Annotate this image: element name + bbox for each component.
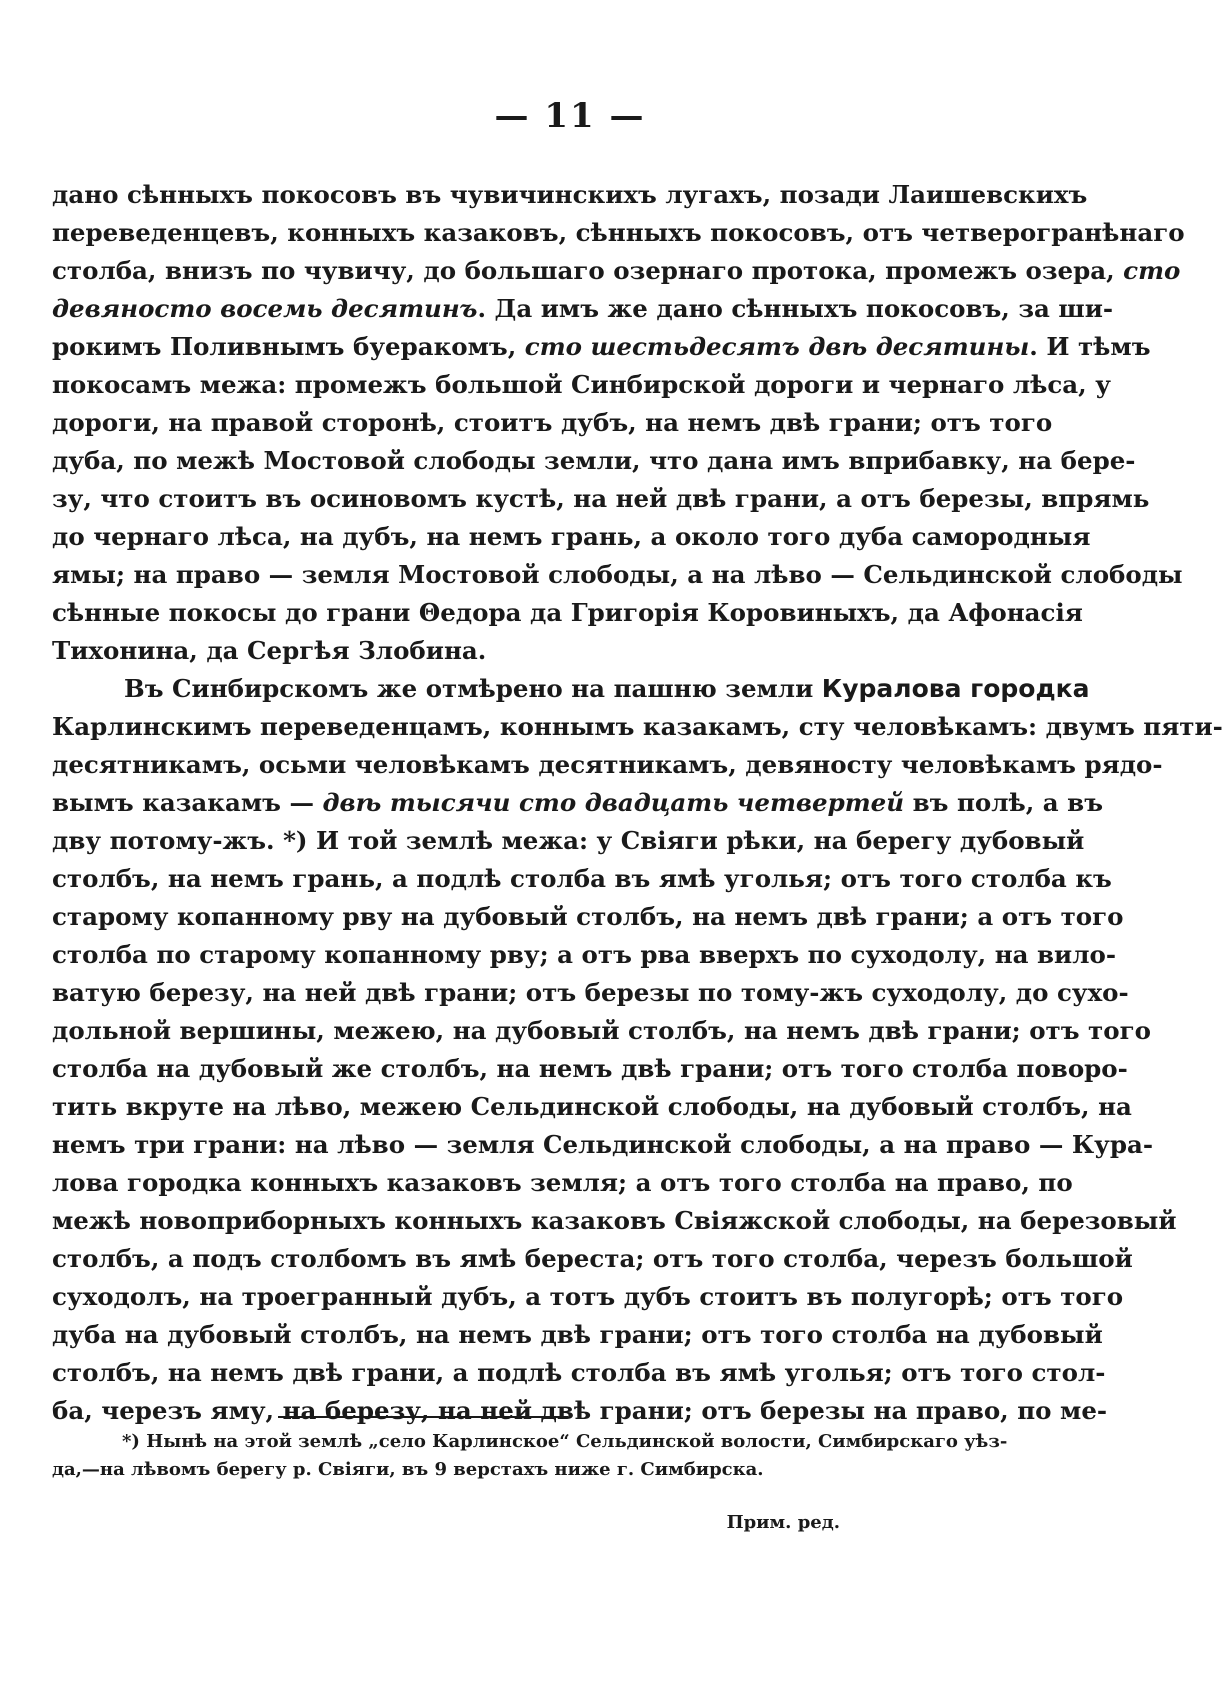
text-line: Карлинскимъ переведенцамъ, коннымъ казакамъ, сту человѣкамъ: двумъ пяти- [52,712,1223,741]
text-line: сѣнные покосы до грани Θедора да Григорія Коровиныхъ, да Афонасія [52,598,1083,627]
text-line: суходолъ, на троегранный дубъ, а тотъ дубъ стоитъ въ полугорѣ; отъ того [52,1282,1124,1311]
text-line: дано сѣнныхъ покосовъ въ чувичинскихъ лугахъ, позади Лаишевскихъ [52,180,1088,209]
text-line: лова городка конныхъ казаковъ земля; а отъ того столба на право, по [52,1168,1073,1197]
text-line: столба, внизъ по чувичу, до большаго озернаго протока, промежъ озера, сто [52,256,1181,285]
text-line: Тихонина, да Сергѣя Злобина. [52,636,487,665]
text-line: рокимъ Поливнымъ буеракомъ, сто шестьдесятъ двѣ десятины. И тѣмъ [52,332,1151,361]
text-line: ба, черезъ яму, на березу, на ней двѣ грани; отъ березы на право, по ме- [52,1396,1108,1425]
paragraph-1 [52,176,1185,670]
text-line: дороги, на правой сторонѣ, стоитъ дубъ, на немъ двѣ грани; отъ того [52,408,1053,437]
text-line: переведенцевъ, конныхъ казаковъ, сѣнныхъ покосовъ, отъ четверогранѣнаго [52,218,1185,247]
text-line: десятникамъ, осьми человѣкамъ десятникамъ, девяносту человѣкамъ рядо- [52,750,1163,779]
footnote [52,1428,1008,1484]
text-line: дольной вершины, межею, на дубовый столбъ, на немъ двѣ грани; отъ того [52,1016,1151,1045]
footnote-line: да,—на лѣвомъ берегу р. Свіяги, въ 9 верстахъ ниже г. Симбирска. [52,1459,764,1480]
text-line: покосамъ межа: промежъ большой Синбирской дороги и чернаго лѣса, у [52,370,1111,399]
text-line: дву потому-жъ. *) И той землѣ межа: у Свіяги рѣки, на берегу дубовый [52,826,1085,855]
place-name: Куралова городка [821,674,1090,703]
text-line: столба на дубовый же столбъ, на немъ двѣ грани; отъ того столба поворо- [52,1054,1128,1083]
text-line: ямы; на право — земля Мостовой слободы, а на лѣво — Сельдинской слободы [52,560,1183,589]
text-line: дуба, по межѣ Мостовой слободы земли, что дана имъ вприбавку, на бере- [52,446,1136,475]
text-line: Въ Синбирскомъ же отмѣрено на пашню земли Куралова городка [124,674,1090,703]
page-number: — 11 — [494,96,646,136]
italic-amount: девяносто восемь десятинъ [52,294,478,323]
text-line: немъ три грани: на лѣво — земля Сельдинской слободы, а на право — Кура- [52,1130,1153,1159]
editor-note: Прим. ред. [726,1512,840,1533]
text-line: вымъ казакамъ — двѣ тысячи сто двадцать четвертей въ полѣ, а въ [52,788,1103,817]
paragraph-2 [52,670,1223,1430]
italic-amount: двѣ тысячи сто двадцать четвертей [322,788,905,817]
text-line: столбъ, на немъ двѣ грани, а подлѣ столба въ ямѣ уголья; отъ того стол- [52,1358,1106,1387]
text-line: девяносто восемь десятинъ. Да имъ же дано сѣнныхъ покосовъ, за ши- [52,294,1114,323]
text-line: зу, что стоитъ въ осиновомъ кустѣ, на ней двѣ грани, а отъ березы, впрямь [52,484,1150,513]
footnote-divider [278,1416,568,1418]
italic-amount: сто [1123,256,1181,285]
italic-amount: сто шестьдесятъ двѣ десятины [524,332,1030,361]
text-line: тить вкруте на лѣво, межею Сельдинской слободы, на дубовый столбъ, на [52,1092,1132,1121]
footnote-line: *) Нынѣ на этой землѣ „село Карлинское“ Сельдинской волости, Симбирскаго уѣз- [122,1431,1008,1452]
text-line: ватую березу, на ней двѣ грани; отъ березы по тому-жъ суходолу, до сухо- [52,978,1129,1007]
text-line: столбъ, на немъ грань, а подлѣ столба въ ямѣ уголья; отъ того столба къ [52,864,1112,893]
text-line: столбъ, а подъ столбомъ въ ямѣ береста; отъ того столба, черезъ большой [52,1244,1133,1273]
text-line: старому копанному рву на дубовый столбъ, на немъ двѣ грани; а отъ того [52,902,1124,931]
text-line: столба по старому копанному рву; а отъ рва вверхъ по суходолу, на вило- [52,940,1117,969]
text-line: межѣ новоприборныхъ конныхъ казаковъ Свіяжской слободы, на березовый [52,1206,1177,1235]
text-line: дуба на дубовый столбъ, на немъ двѣ грани; отъ того столба на дубовый [52,1320,1103,1349]
body-text [52,176,1223,1430]
text-line: до чернаго лѣса, на дубъ, на немъ грань, а около того дуба самородныя [52,522,1091,551]
